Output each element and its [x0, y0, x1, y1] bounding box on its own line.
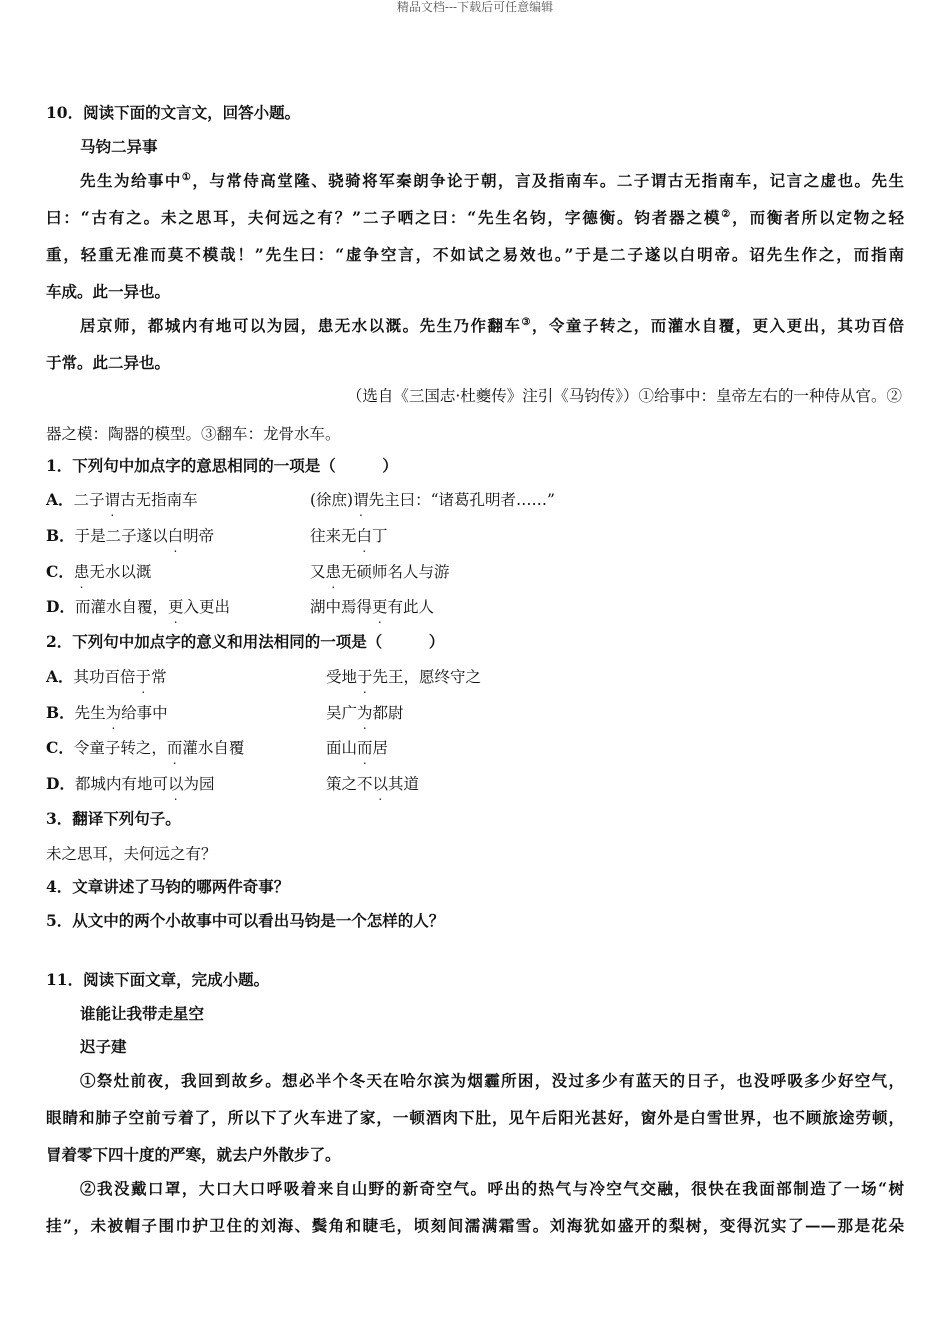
article-title: 谁能让我带走星空 [80, 1004, 205, 1023]
article-author: 迟子建 [80, 1037, 127, 1056]
passage-line: 先生为给事中①，与常侍高堂隆、骁骑将军秦朗争论于朝，言及指南车。二子谓古无指南车，记言之虚也。先生 [80, 171, 904, 190]
source-note: （选自《三国志·杜夔传》注引《马钧传》）①给事中：皇帝左右的一种侍从官。② [346, 387, 902, 405]
passage-line: 于常。此二异也。 [46, 353, 171, 372]
article-line: ①祭灶前夜，我回到故乡。想必半个冬天在哈尔滨为烟霾所困，没过多少有蓝天的日子，也没呼吸多少好空气， [80, 1071, 904, 1090]
article-line: ②我没戴口罩，大口大口呼吸着来自山野的新奇空气。呼出的热气与冷空气交融，很快在我面部制造了一场“树 [80, 1179, 904, 1198]
page-header: 精品文档---下载后可任意编辑 [396, 0, 554, 14]
passage-line: 曰：“古有之。未之思耳，夫何远之有？”二子哂之曰：“先生名钧，字德衡。钧者器之模②，而衡者所以定物之轻 [46, 208, 904, 227]
q2-option-a: A．其功百倍于常 [46, 667, 167, 686]
q1-option-b: B．于是二子遂以白明帝 [46, 526, 215, 545]
passage-line: 重，轻重无准而莫不模哉！”先生曰：“虚争空言，不如试之易效也。”于是二子遂以白明帝。诏先生作之，而指南 [46, 245, 904, 264]
q2-option-d-compare: 策之不以其道 [326, 775, 420, 793]
q1-option-c-compare: 又患无硕师名人与游 [310, 563, 450, 581]
article-line: 眼睛和肺子空前亏着了，所以下了火车进了家，一顿酒肉下肚，见午后阳光甚好，窗外是白雪世界，也不顾旅途劳顿， [46, 1108, 904, 1127]
q2-option-b: B．先生为给事中 [46, 703, 168, 722]
q1-option-a: A．二子谓古无指南车 [46, 490, 198, 509]
q2-option-b-compare: 吴广为都尉 [326, 704, 404, 722]
q5-stem: 5．从文中的两个小故事中可以看出马钧是一个怎样的人？ [46, 911, 445, 930]
q3-stem: 3．翻译下列句子。 [46, 809, 181, 828]
q1-option-d: D．而灌水自覆，更入更出 [46, 597, 230, 616]
q3-sentence: 未之思耳，夫何远之有？ [46, 845, 217, 863]
passage-line: 居京师，都城内有地可以为园，患无水以溉。先生乃作翻车③，令童子转之，而灌水自覆，更入更出，其功百倍 [80, 316, 904, 335]
q1-stem: 1．下列句中加点字的意思相同的一项是（ ） [46, 456, 398, 475]
q10-heading: 10．阅读下面的文言文，回答小题。 [46, 103, 301, 122]
q2-option-c-compare: 面山而居 [326, 739, 389, 757]
passage-line: 车成。此一异也。 [46, 282, 171, 301]
q2-option-a-compare: 受地于先王，愿终守之 [326, 668, 482, 686]
q11-heading: 11．阅读下面文章，完成小题。 [46, 970, 270, 989]
passage-title: 马钧二异事 [80, 137, 158, 156]
article-line: 冒着零下四十度的严寒，就去户外散步了。 [46, 1145, 341, 1164]
article-line: 挂”，未被帽子围巾护卫住的刘海、鬓角和睫毛，顷刻间濡满霜雪。刘海犹如盛开的梨树，变得沉实了——那是花朵 [46, 1216, 904, 1235]
q2-option-d: D．都城内有地可以为园 [46, 774, 215, 793]
q2-stem: 2．下列句中加点字的意义和用法相同的一项是（ ） [46, 632, 445, 651]
source-note-cont: 器之模：陶器的模型。③翻车：龙骨水车。 [46, 425, 341, 443]
q4-stem: 4．文章讲述了马钧的哪两件奇事？ [46, 877, 290, 896]
q1-option-d-compare: 湖中焉得更有此人 [310, 598, 435, 616]
q1-option-c: C．患无水以溉 [46, 562, 152, 581]
q1-option-b-compare: 往来无白丁 [310, 527, 388, 545]
q1-option-a-compare: (徐庶)谓先主曰：“诸葛孔明者……” [310, 491, 555, 509]
q2-option-c: C．令童子转之，而灌水自覆 [46, 738, 245, 757]
